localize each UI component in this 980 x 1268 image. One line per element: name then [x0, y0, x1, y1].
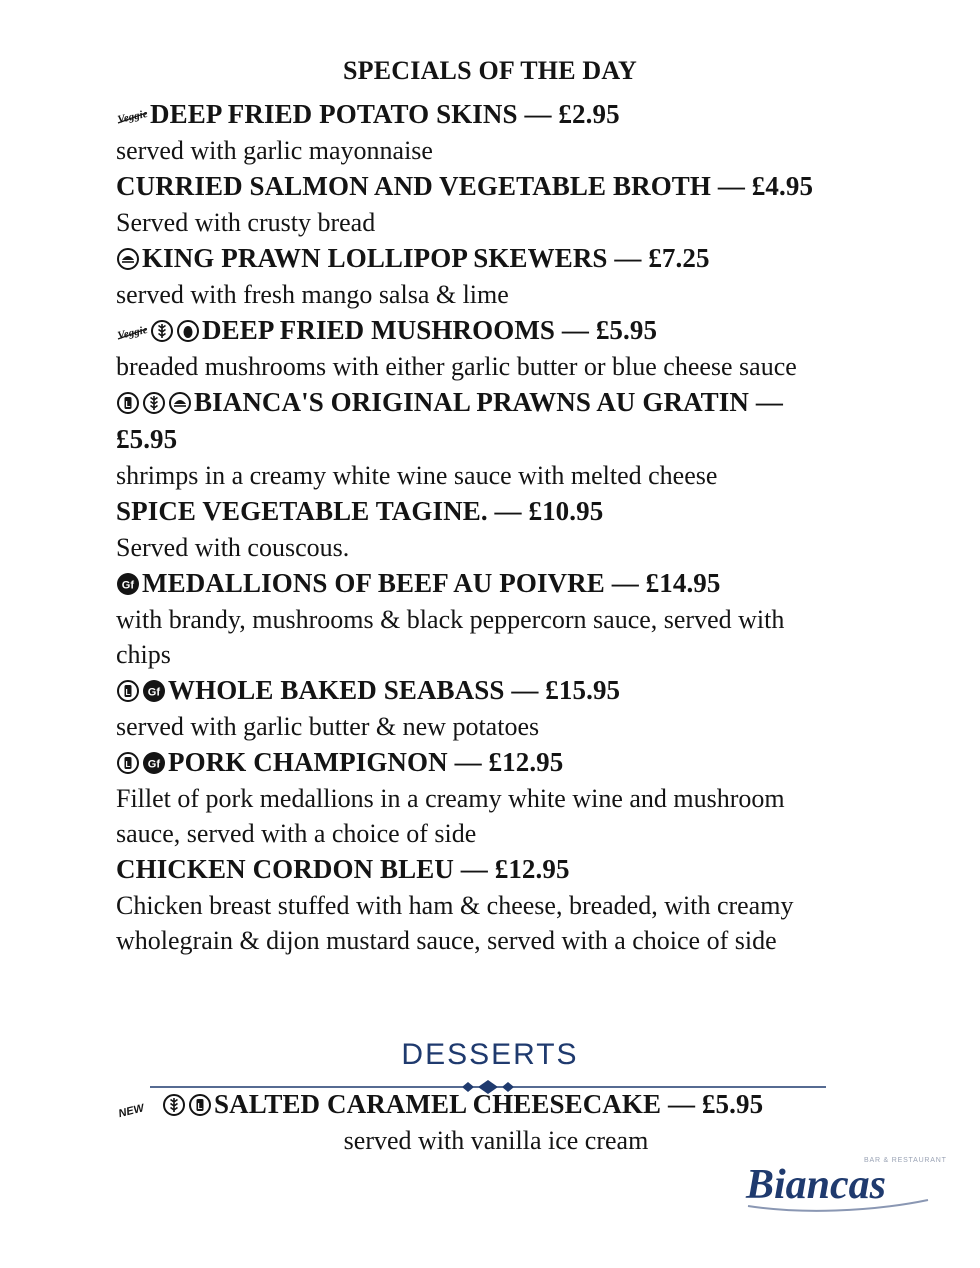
gluten-icon: [150, 319, 174, 343]
dish-description: shrimps in a creamy white wine sauce with melted cheese: [116, 461, 718, 490]
dish-title: DEEP FRIED POTATO SKINS — £2.95: [150, 99, 620, 129]
menu-item: [116, 565, 836, 672]
dish-title-line: [116, 851, 836, 888]
specials-list: [116, 96, 836, 958]
menu-item: [116, 312, 836, 384]
dish-description: Served with couscous.: [116, 533, 350, 562]
desserts-heading: DESSERTS: [401, 1038, 579, 1071]
gluten-free-icon: [116, 572, 140, 596]
dish-title: DEEP FRIED MUSHROOMS — £5.95: [202, 315, 658, 345]
menu-item: [116, 493, 836, 565]
milk-icon-label: L: [125, 760, 131, 769]
dish-description: served with garlic butter & new potatoes: [116, 712, 540, 741]
dish-title-line: [116, 384, 836, 458]
logo-wordmark: Biancas: [746, 1162, 887, 1208]
logo-tagline: BAR & RESTAURANT: [864, 1157, 947, 1164]
menu-item: [116, 96, 836, 168]
dish-description: Served with crusty bread: [116, 208, 376, 237]
milk-icon: [116, 679, 140, 703]
dish-title: KING PRAWN LOLLIPOP SKEWERS — £7.25: [142, 243, 710, 273]
dish-title: WHOLE BAKED SEABASS — £15.95: [168, 675, 621, 705]
biancas-logo: [740, 1148, 947, 1218]
menu-item: [116, 672, 836, 744]
gluten-free-icon-label: Gf: [147, 758, 161, 771]
dish-title: CURRIED SALMON AND VEGETABLE BROTH — £4.95: [116, 171, 814, 201]
gluten-free-icon: [142, 679, 166, 703]
dish-title: SPICE VEGETABLE TAGINE. — £10.95: [116, 496, 604, 526]
dish-title-line: [116, 168, 836, 205]
gluten-free-icon: [142, 751, 166, 775]
dish-title: BIANCA'S ORIGINAL PRAWNS AU GRATIN — £5.95: [116, 387, 783, 454]
dish-title-line: [116, 312, 836, 349]
dish-title-line: [116, 744, 836, 781]
dish-description: breaded mushrooms with either garlic butter or blue cheese sauce: [116, 352, 797, 381]
dish-title: PORK CHAMPIGNON — £12.95: [168, 747, 564, 777]
dessert-description: served with vanilla ice cream: [343, 1126, 649, 1155]
crustacean-icon: [168, 391, 192, 415]
milk-icon: [188, 1093, 212, 1117]
milk-icon-label: L: [125, 400, 131, 409]
menu-item: [116, 384, 836, 493]
menu-item: [116, 744, 836, 851]
dish-title-line: [116, 672, 836, 709]
milk-icon: [116, 751, 140, 775]
menu-item: [116, 240, 836, 312]
dish-title: MEDALLIONS OF BEEF AU POIVRE — £14.95: [142, 568, 721, 598]
gluten-free-icon-label: Gf: [121, 579, 135, 592]
menu-item: [116, 851, 836, 958]
dish-title-line: [116, 565, 836, 602]
dish-title-line: [116, 96, 836, 133]
crustacean-icon: [116, 247, 140, 271]
dessert-dish-title: SALTED CARAMEL CHEESECAKE — £5.95: [214, 1089, 764, 1119]
egg-icon: [176, 319, 200, 343]
dish-description: served with garlic mayonnaise: [116, 136, 433, 165]
veggie-icon-label: Veggie: [116, 323, 149, 342]
dessert-title-line: [116, 1086, 876, 1123]
milk-icon: [116, 391, 140, 415]
dish-title-line: [116, 493, 836, 530]
dish-title-line: [116, 240, 836, 277]
veggie-icon: [116, 103, 148, 127]
dish-description: Fillet of pork medallions in a creamy white wine and mushroom sauce, served with a choice of side: [116, 784, 785, 848]
milk-icon-label: L: [197, 1102, 203, 1111]
gluten-icon: [142, 391, 166, 415]
gluten-free-icon-label: Gf: [147, 686, 161, 699]
menu-item: [116, 168, 836, 240]
dish-description: Chicken breast stuffed with ham & cheese, breaded, with creamy wholegrain & dijon mustard sauce, served with a choice of side: [116, 891, 794, 955]
veggie-icon-label: Veggie: [116, 107, 149, 126]
new-badge-label: NEW: [117, 1102, 146, 1121]
milk-icon-label: L: [125, 688, 131, 697]
gluten-icon: [162, 1093, 186, 1117]
page-title: SPECIALS OF THE DAY: [343, 56, 637, 85]
dish-description: served with fresh mango salsa & lime: [116, 280, 509, 309]
dish-title: CHICKEN CORDON BLEU — £12.95: [116, 854, 570, 884]
veggie-icon: [116, 319, 148, 343]
dish-description: with brandy, mushrooms & black peppercorn sauce, served with chips: [116, 605, 785, 669]
new-badge-icon: [116, 1093, 160, 1121]
